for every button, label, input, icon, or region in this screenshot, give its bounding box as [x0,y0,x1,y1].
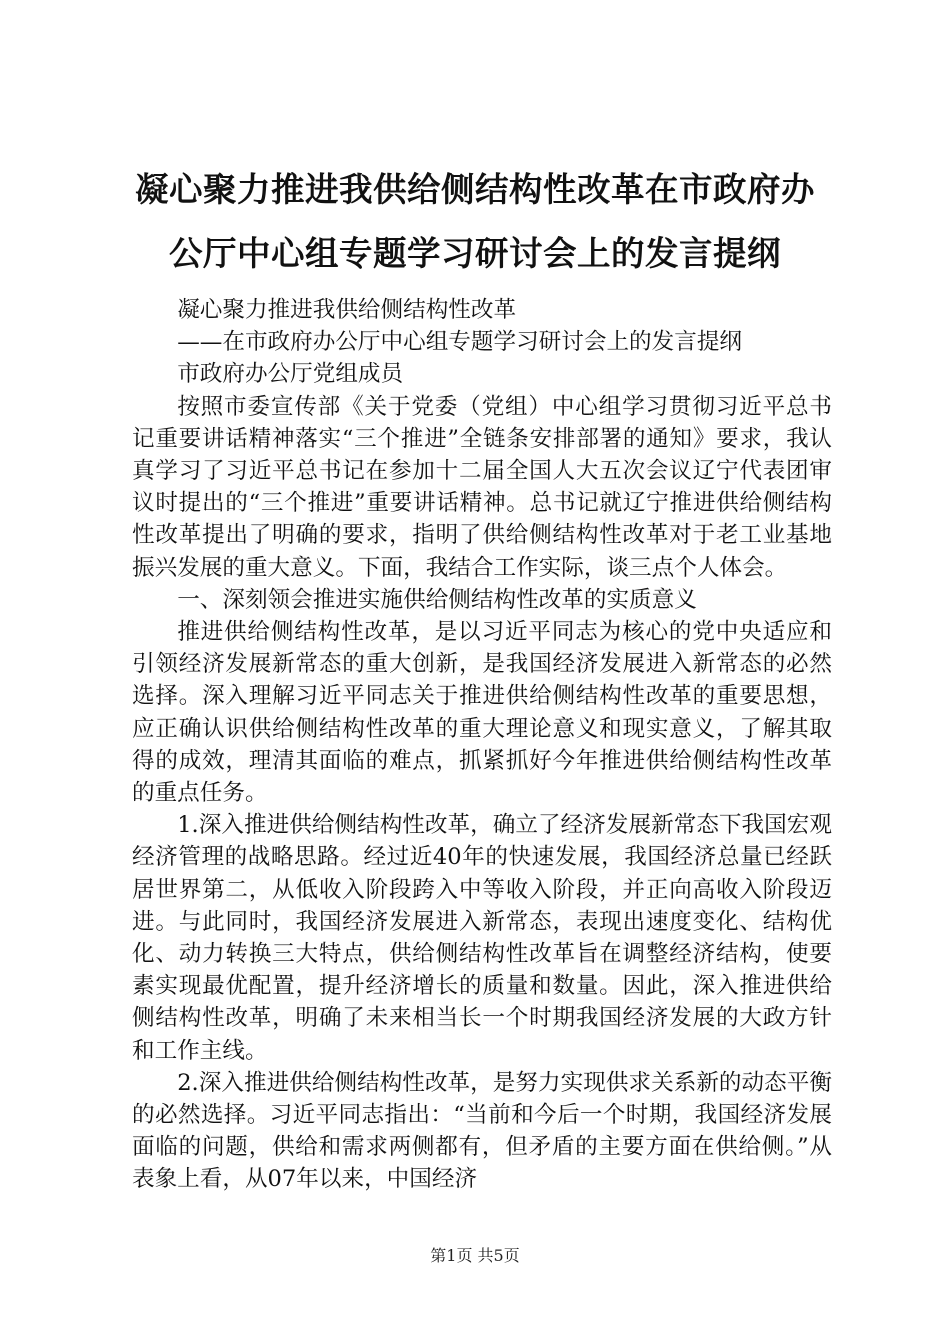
speech-subheading: ——在市政府办公厅中心组专题学习研讨会上的发言提纲 [177,329,743,356]
page-footer: 第1页 共5页 [430,1246,520,1265]
point-2-paragraph: 2.深入推进供给侧结构性改革，是努力实现供求关系新的动态平衡的必然选择。习近平同志指出：“当前和今后一个时期，我国经济发展面临的问题，供给和需求两侧都有，但矛盾的主要方面在供给侧。”从表象上看，从07年以来，中国经济 [132,1069,832,1193]
section-1-paragraph: 推进供给侧结构性改革，是以习近平同志为核心的党中央适应和引领经济发展新常态的重大创新，是我国经济发展进入新常态的必然选择。深入理解习近平同志关于推进供给侧结构性改革的重要思想，应正确认识供给侧结构性改革的重大理论意义和现实意义，了解其取得的成效，理清其面临的难点，抓紧抓好今年推进供给侧结构性改革的重点任务。 [132,619,832,807]
title-line-1: 凝心聚力推进我供给侧结构性改革在市政府办 [135,170,815,209]
speech-heading: 凝心聚力推进我供给侧结构性改革 [177,297,517,323]
document-body [132,294,832,1196]
intro-paragraph: 按照市委宣传部《关于党委（党组）中心组学习贯彻习近平总书记重要讲话精神落实“三个推进”全链条安排部署的通知》要求，我认真学习了习近平总书记在参加十二届全国人大五次会议辽宁代表团审议时提出的“三个推进”重要讲话精神。总书记就辽宁推进供给侧结构性改革提出了明确的要求，指明了供给侧结构性改革对于老工业基地振兴发展的重大意义。下面，我结合工作实际，谈三点个人体会。 [132,393,832,581]
speech-author: 市政府办公厅党组成员 [177,361,404,388]
title-line-2: 公厅中心组专题学习研讨会上的发言提纲 [169,234,781,273]
point-1-paragraph: 1.深入推进供给侧结构性改革，确立了经济发展新常态下我国宏观经济管理的战略思路。经过近40年的快速发展，我国经济总量已经跃居世界第二，从低收入阶段跨入中等收入阶段，并正向高收入阶段迈进。与此同时，我国经济发展进入新常态，表现出速度变化、结构优化、动力转换三大特点，供给侧结构性改革旨在调整经济结构，使要素实现最优配置，提升经济增长的质量和数量。因此，深入推进供给侧结构性改革，明确了未来相当长一个时期我国经济发展的大政方针和工作主线。 [132,812,832,1064]
document-title [110,158,840,286]
section-1-heading: 一、深刻领会推进实施供给侧结构性改革的实质意义 [177,586,697,613]
